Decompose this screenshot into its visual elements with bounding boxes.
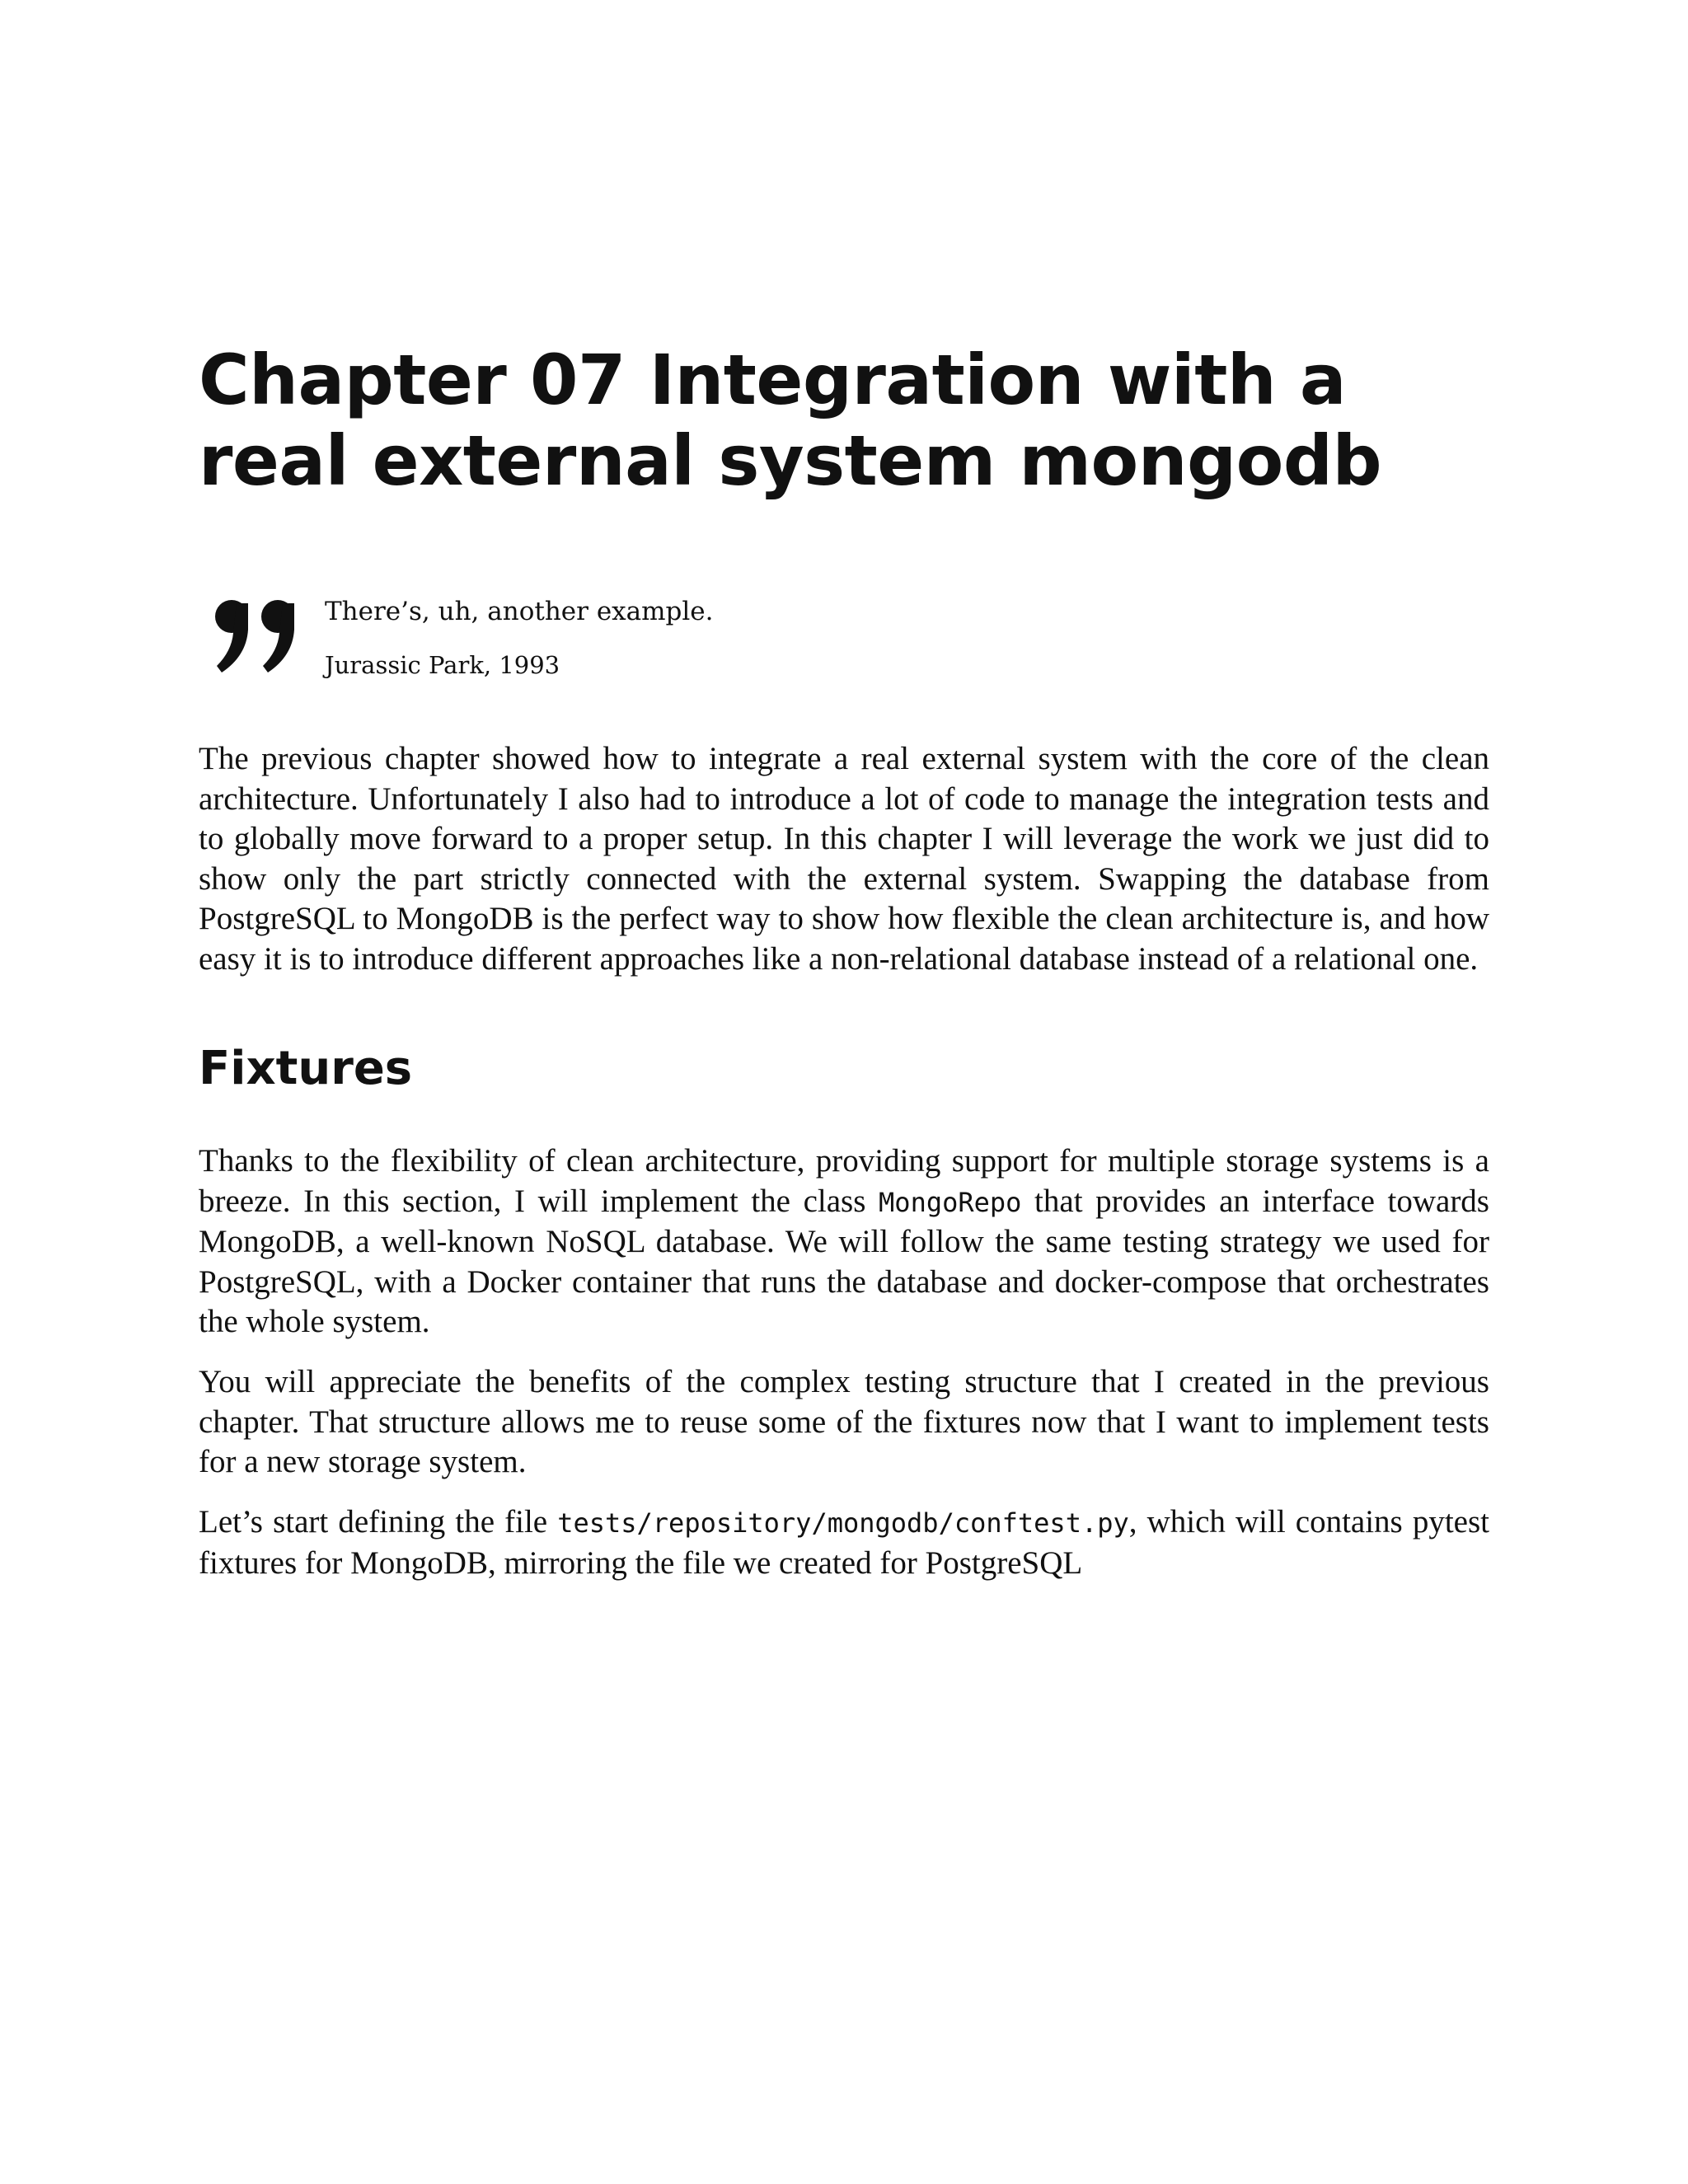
chapter-title: Chapter 07 Integration with a real external system mongodb [199, 340, 1382, 501]
inline-code-file-path: tests/repository/mongodb/conftest.py [557, 1507, 1129, 1539]
paragraph-text: , which will contains pytest fixtures for MongoDB, mirroring the file we created for PostgreSQL [199, 1504, 1489, 1581]
fixtures-paragraph-3 [199, 1502, 1489, 1583]
intro-paragraph: The previous chapter showed how to integrate a real external system with the core of the clean architecture. Unfortunately I also had to introduce a lot of code to manage the integration tests and to globally move forward to a proper setup. In this chapter I will leverage the work we just did to show only the part strictly connected with the external system. Swapping the database from PostgreSQL to MongoDB is the perfect way to show how flexible the clean architecture is, and how easy it is to introduce different approaches like a non-relational database instead of a relational one. [199, 741, 1489, 977]
paragraph-text: Thanks to the flexibility of clean architecture, providing support for multiple storage systems is a breeze. In this section, I will implement the class [199, 1143, 1489, 1219]
fixtures-paragraph-1 [199, 1141, 1489, 1343]
inline-code-class-name: MongoRepo [879, 1186, 1022, 1218]
document-page [199, 0, 1489, 2184]
fixtures-paragraph-2: You will appreciate the benefits of the complex testing structure that I created in the previous chapter. That structure allows me to reuse some of the fixtures now that I want to implement tests for a new storage system. [199, 1364, 1489, 1479]
section-title-fixtures: Fixtures [199, 1042, 413, 1095]
epigraph-quote: There’s, uh, another example. [325, 597, 714, 626]
quote-icon [213, 597, 299, 676]
paragraph-text: that provides an interface towards MongoDB, a well-known NoSQL database. We will follow the same testing strategy we used for PostgreSQL, with a Docker container that runs the database and docker-compose that orchestrates the whole system. [199, 1183, 1489, 1339]
epigraph-source: Jurassic Park, 1993 [325, 651, 560, 679]
paragraph-text: Let’s start defining the file [199, 1504, 558, 1540]
epigraph [199, 587, 1489, 694]
